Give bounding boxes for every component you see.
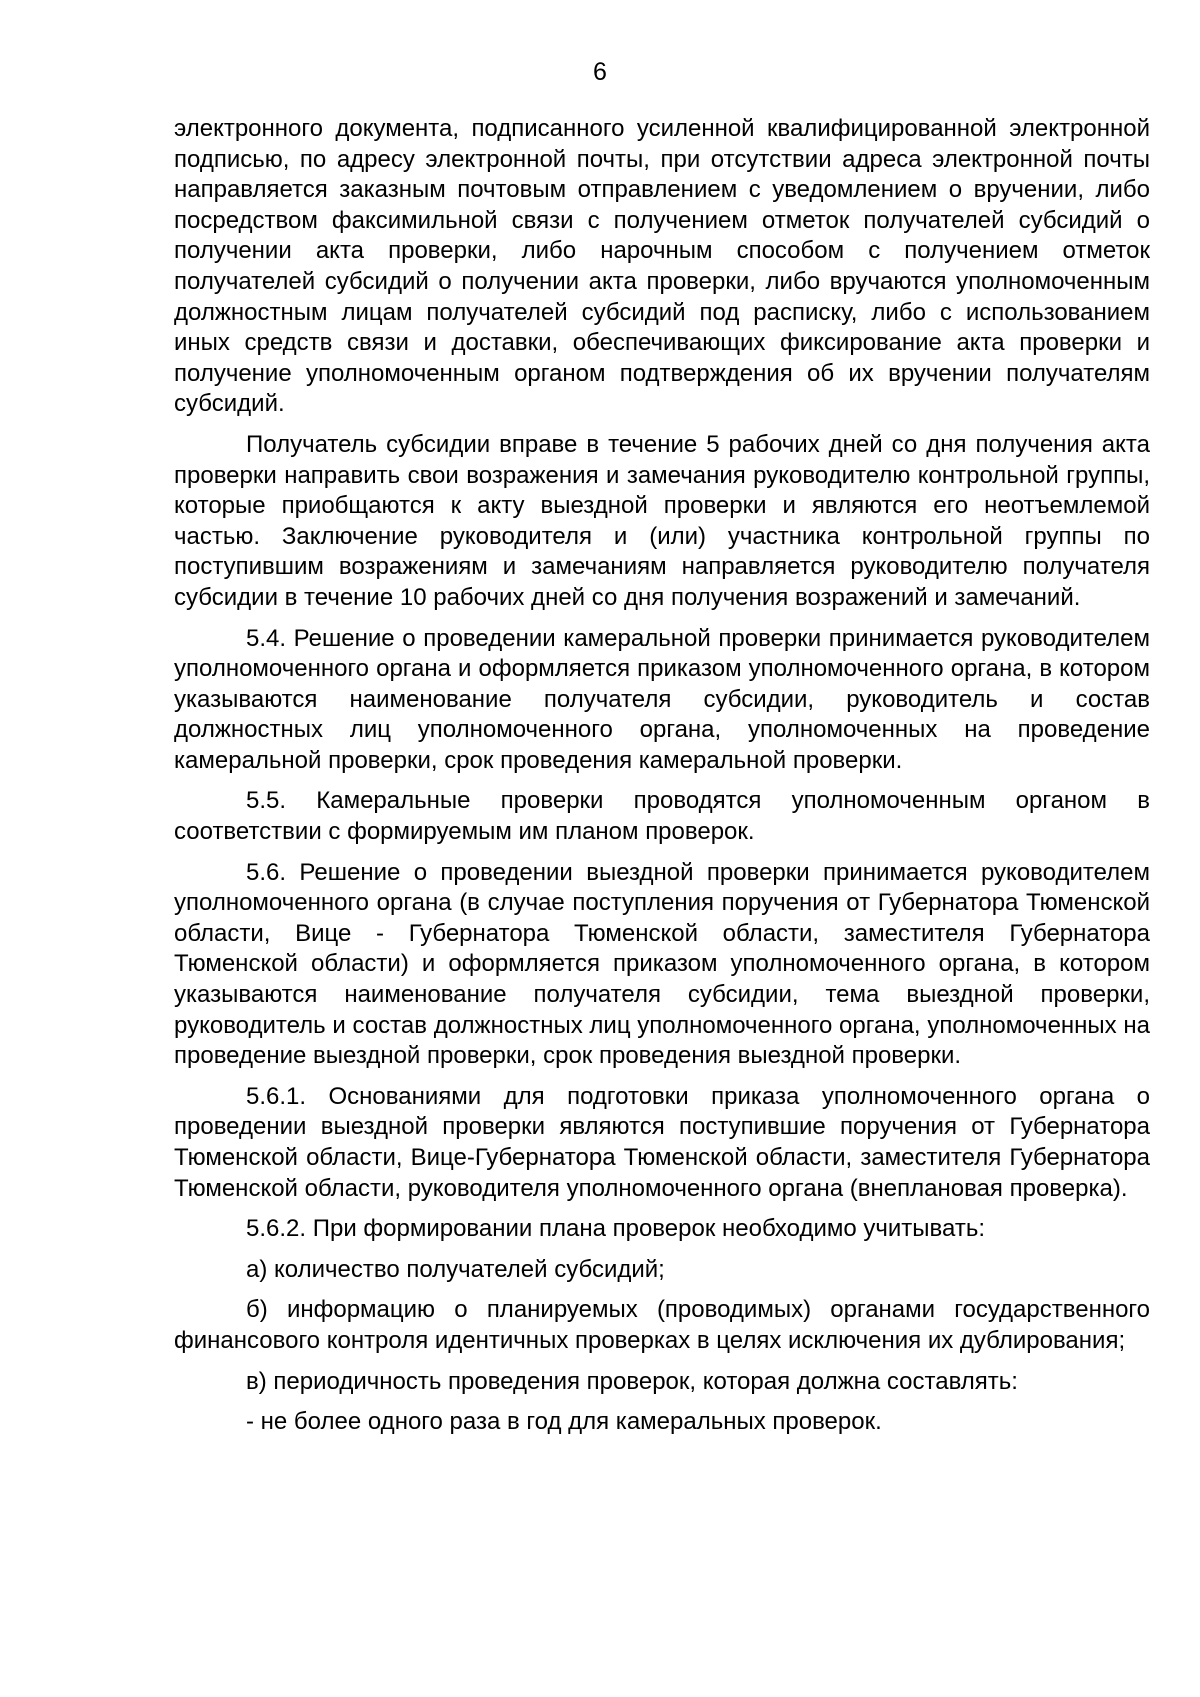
document-body: [174, 114, 1150, 1448]
list-item-b: б) информацию о планируемых (проводимых) органами государственного финансового контроля идентичных проверках в целях исключения их дублирования;: [174, 1296, 1150, 1354]
paragraph-5-6-1: 5.6.1. Основаниями для подготовки приказа уполномоченного органа о проведении выездной проверки являются поступившие поручения от Губернатора Тюменской области, Вице-Губернатора Тюменской области, заместителя Губернатора Тюменской области, руководителя уполномоченного органа (внеплановая проверка).: [174, 1082, 1150, 1202]
paragraph-continuation: электронного документа, подписанного усиленной квалифицированной электронной подписью, по адресу электронной почты, при отсутствии адреса электронной почты направляется заказным почтовым отправлением с уведомлением о вручении, либо посредством факсимильной связи с получением отметок получателей субсидий о получении акта проверки, либо нарочным способом с получением отметок получателей субсидий о получении акта проверки, либо вручаются уполномоченным должностным лицам получателей субсидий под расписку, либо с использованием иных средств связи и доставки, обеспечивающих фиксирование акта проверки и получение уполномоченным органом подтверждения об их вручении получателям субсидий.: [174, 115, 1150, 418]
paragraph-5-6-2: 5.6.2. При формировании плана проверок необходимо учитывать:: [246, 1215, 985, 1243]
page-number: 6: [593, 58, 607, 86]
paragraph-5-5: 5.5. Камеральные проверки проводятся уполномоченным органом в соответствии с формируемым им планом проверок.: [174, 787, 1150, 846]
list-item-v: в) периодичность проведения проверок, которая должна составлять:: [246, 1367, 1018, 1395]
paragraph-5-4: 5.4. Решение о проведении камеральной проверки принимается руководителем уполномоченного органа и оформляется приказом уполномоченного органа, в котором указываются наименование получателя субсидии, руководитель и состав должностных лиц уполномоченного органа, уполномоченных на проведение камеральной проверки, срок проведения камеральной проверки.: [174, 624, 1150, 774]
list-item-a: а) количество получателей субсидий;: [246, 1255, 665, 1283]
paragraph-objections: Получатель субсидии вправе в течение 5 рабочих дней со дня получения акта проверки направить свои возражения и замечания руководителю контрольной группы, которые приобщаются к акту выездной проверки и являются его неотъемлемой частью. Заключение руководителя и (или) участника контрольной группы по поступившим возражениям и замечаниям направляется руководителю получателя субсидии в течение 10 рабочих дней со дня получения возражений и замечаний.: [174, 430, 1150, 611]
paragraph-5-6: 5.6. Решение о проведении выездной проверки принимается руководителем уполномоченного органа (в случае поступления поручения от Губернатора Тюменской области, Вице - Губернатора Тюменской области, заместителя Губернатора Тюменской области) и оформляется приказом уполномоченного органа, в котором указываются наименование получателя субсидии, тема выездной проверки, руководитель и состав должностных лиц уполномоченного органа, уполномоченных на проведение выездной проверки, срок проведения выездной проверки.: [174, 858, 1150, 1070]
list-item-dash: - не более одного раза в год для камеральных проверок.: [246, 1408, 882, 1436]
